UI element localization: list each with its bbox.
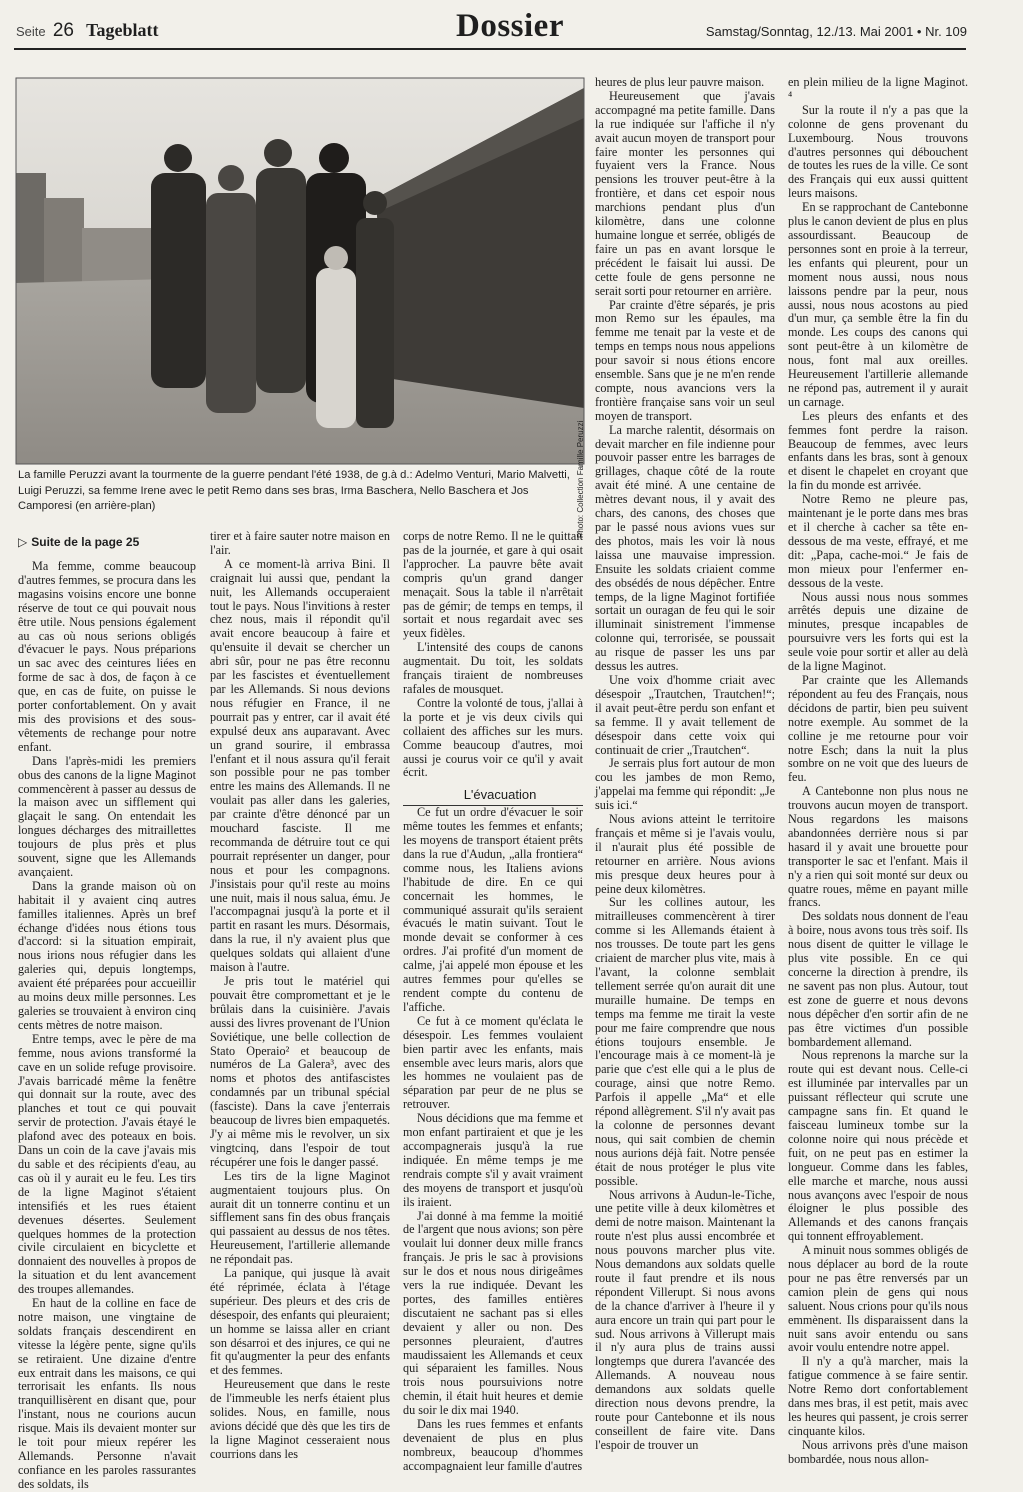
continued-text: Suite de la page 25 <box>31 535 140 549</box>
paragraph: Entre temps, avec le père de ma femme, nous avions transformé la cave en un solide refuge provisoire. J'avais barricadé même la fenêtre qui donnait sur la route, avec des planches et tout ce qui pouvait servir de protection. J'avais étayé le plafond avec des poteaux en bois. Dans un coin de la cave j'avais mis du sable et des récipients d'eau, au cas où il y aurait eu le feu. Les tirs de la ligne Maginot s'étaient intensifiés et les rues étaient devenues désertes. Seulement quelques hommes de la protection civile circulaient en bicyclette et donnaient des nouvelles à propos de la situation et du lent avancement des troupes allemandes. <box>18 1031 196 1297</box>
paragraph: A Cantebonne non plus nous ne trouvons aucun moyen de transport. Nous regardons les maisons abandonnées derrière nous si par hasard il y avait une brouette pour transporter le sac et l'enfant. Mais il n'y a rien qui soit monté sur deux ou quatre roues, même en payant mille francs. <box>788 784 968 910</box>
continued-from-label <box>18 535 139 549</box>
family-photo-image <box>16 78 584 464</box>
paragraph: Je pris tout le matériel qui pouvait être compromettant et je le brûlais dans la cuisinière. J'avais aussi des livres provenant de l'Union Soviétique, une belle collection de Stato Operaio² et beaucoup de numéros de La Galera³, avec des noms et photos des antifascistes condamnés par un tribunal spécial (fasciste). Dans la cave j'enterrais beaucoup de livres bien empaquetés. J'y ai même mis le revolver, un six vingtcinq, dans l'espoir de tout récupérer une fois le danger passé. <box>210 974 390 1169</box>
triangle-icon: ▷ <box>18 535 28 549</box>
article-column-2 <box>210 529 390 1461</box>
paragraph: Heureusement que dans le reste de l'immeuble les nerfs étaient plus solides. Nous, en famille, nous avions décidé que dès que les tirs de la ligne Maginot cesseraient nous courrions dans les <box>210 1377 390 1461</box>
article-column-4 <box>595 76 775 1456</box>
photo-credit: Photo: Collection Famille Peruzzi <box>576 420 585 538</box>
seite-label: Seite <box>16 24 46 39</box>
paragraph: Nous avions atteint le territoire français et même si je l'avais voulu, il n'aurait plus été possible de retourner en arrière. Nous avions mis presque deux heures pour à peine deux kilomètres. <box>595 812 775 896</box>
paragraph: Nous arrivons à Audun-le-Tiche, une petite ville à deux kilomètres et demi de notre maison. Maintenant la route n'est plus aussi encombrée et nous pouvons marcher plus vite. Nous demandons aux soldats quelle route il faut prendre et ils nous répondent Villerupt. Si nous avons de la chance d'arriver à l'heure il y aura encore un train qui part pour le sud. Nous arrivons à Villerupt mais il n'y aura plus de trains aussi longtemps que durera l'avancée des Allemands. A nouveau nous demandons aux soldats quelle direction nous devons prendre, la route pour Cantebonne et ils nous conseillent de faire vite. Dans l'espoir de trouver un <box>595 1187 775 1452</box>
paragraph: Dans la grande maison où on habitait il y avaient cinq autres familles italiennes. Après un bref échange d'idées nous étions tous d'accord: si la situation empirait, nous irions nous réfugier dans les galeries qui, depuis longtemps, avaient été préparées pour accueillir au moins deux mille personnes. Les galeries se trouvaient à environ cinq cents mètres de notre maison. <box>18 878 196 1032</box>
header-rule <box>14 48 966 50</box>
article-column-3 <box>403 529 583 1473</box>
paragraph: Heureusement que j'avais accompagné ma petite famille. Dans la rue indiquée sur l'affiche il n'y avait aucun moyen de transport pour faire monter les personnes qui fuyaient vers la France. Nous pensions les trouver peut-être à la frontière, et dans cet espoir nous marchions pendant plus d'un kilomètre, dans une colonne humaine longue et serrée, obligés de faire un pas en avant lorsque le précédent le faisait lui aussi. De cette foule de gens personne ne serait sorti pour retourner en arrière. <box>595 88 775 298</box>
section-subheading: L'évacuation <box>403 788 583 806</box>
issue-date: Samstag/Sonntag, 12./13. Mai 2001 • Nr. 109 <box>705 24 967 39</box>
paragraph: Contre la volonté de tous, j'allai à la porte et je vis deux civils qui collaient des affiches sur les murs. Comme beaucoup d'autres, moi aussi je courus voir ce qu'il y avait écrit. <box>403 695 583 780</box>
paragraph: Sur les collines autour, les mitrailleuses commencèrent à tirer comme si les Allemands étaient à nos trousses. De toute part les gens criaient de marcher plus vite, mais à l'avant, la colonne semblait tellement serrée qu'on aurait dit une muraille humaine. De temps en temps ma femme me tirait la veste pour me faire comprendre que nous étions toujours ensemble. Je l'encourage mais à ce moment-là je parie que c'est elle qui a le plus de courage, ainsi que notre Remo. Parfois il appelle „Ma“ et elle répond allègrement. S'il n'y avait pas la colonne de personnes devant nous, qui sait combien de chemin nous aurions déjà fait. Notre pensée était de nous protéger le plus vite possible. <box>595 895 775 1188</box>
paragraph: En haut de la colline en face de notre maison, une vingtaine de soldats français descendirent en vitesse la légère pente, signe qu'ils se retiraient. Une dizaine d'entre eux entrait dans les maisons, ce qui terrorisait les enfants. Ils nous tranquillisèrent en disant que, pour l'instant, nous ne courions aucun risque. Mais ils devaient monter sur le toit pour mieux repérer les Allemands. Personne n'avait confiance en les paroles rassurantes des soldats, ils <box>18 1296 196 1491</box>
paragraph: Ma femme, comme beaucoup d'autres femmes, se procura dans les magasins voisins encore une bonne réserve de tout ce qui pouvait nous être utile. Nous pensions également au cas où nous serions obligés d'évacuer le pays. Nous préparions un sac avec des ceintures liées en forme de sac à dos, de façon à ce que, en cas de fuite, on puisse le porter confortablement. On y avait mis des provisions et des sous-vêtements de rechange pour notre enfant. <box>18 559 196 754</box>
paragraph: Une voix d'homme criait avec désespoir „Trautchen, Trautchen!“; il avait peut-être perdu son enfant et sa femme. Il y avait tellement de désespoir dans cette voix qui continuait de crier „Trautchen“. <box>595 672 775 757</box>
paragraph: Nous aussi nous nous sommes arrêtés depuis une dizaine de minutes, presque incapables de poursuivre vers les forts qui est la seule voie pour sortir et aller au delà de la ligne Maginot. <box>788 589 968 674</box>
paragraph: Par crainte d'être séparés, je pris mon Remo sur les épaules, ma femme me tenait par la veste et de temps en temps nous nous appelions pour savoir si nous étions encore ensemble. Sans que je ne m'en rende compte, nous avancions vers la frontière française sans voir un seul moyen de transport. <box>595 297 775 423</box>
article-column-1 <box>18 559 196 1491</box>
paragraph: Nous décidions que ma femme et mon enfant partiraient et que je les accompagnerais jusqu'à la rue indiquée. En même temps je me rendrais compte s'il y avait vraiment des moyens de transport et jusqu'où ils iraient. <box>403 1111 583 1209</box>
paragraph: Par crainte que les Allemands répondent au feu des Français, nous décidons de partir, bien peu suivent notre exemple. Au sommet de la colline je me retourne pour voir notre Esch; dans la nuit la plus sombre on ne voit que des lueurs de feu. <box>788 672 968 785</box>
paragraph: Ce fut à ce moment qu'éclata le désespoir. Les femmes voulaient bien partir avec les enfants, mais ensemble avec leurs maris, alors que les hommes ne voulaient pas de séparation par peur de ne plus se retrouver. <box>403 1013 583 1112</box>
paragraph: A minuit nous sommes obligés de nous déplacer au bord de la route pour ne pas être renversés par un camion plein de gens qui nous saluent. Nous crions pour qu'ils nous emmènent. Ils disparaissent dans la nuit sans avoir entendu ou sans avoir voulu entendre notre appel. <box>788 1243 968 1355</box>
paragraph: J'ai donné à ma femme la moitié de l'argent que nous avions; son père voulait lui donner deux mille francs français. Je pris le sac à provisions sur le dos et nous nous dirigeâmes vers la rue indiquée. Devant les portes, des familles entières discutaient ne sachant pas si elles devaient y aller ou non. Des personnes pleuraient, d'autres maudissaient les Allemands et ceux qui séparaient les familles. Nous trois nous poursuivions notre chemin, il était huit heures et demie du soir le dix mai 1940. <box>403 1208 583 1418</box>
paragraph: En se rapprochant de Cantebonne plus le canon devient de plus en plus assourdissant. Beaucoup de personnes sont en proie à la terreur, les enfants qui pleurent, pour un moment nous aussi, nous nous laissons pendre par la peur, nous aussi, nous nous acostons au pied d'un mur, ça semble être la fin du monde. Les coups des canons qui sont peut-être à un kilomètre de nous, font mal aux oreilles. Heureusement l'artillerie allemande ne répond pas, autrement il y aurait un carnage. <box>788 200 968 409</box>
paragraph: Je serrais plus fort autour de mon cou les jambes de mon Remo, j'appelai ma femme qui répondit: „Je suis ici.“ <box>595 756 775 813</box>
paragraph: en plein milieu de la ligne Maginot. ⁴ <box>788 75 968 103</box>
paragraph: Des soldats nous donnent de l'eau à boire, nous avons tous très soif. Ils nous disent de quitter le village le plus vite possible. En ce qui concerne la direction à prendre, ils ne savent pas non plus. Autour, tout est zone de guerre et nous devons nous dépêcher d'en sortir afin de ne pas être victimes d'un possible bombardement allemand. <box>788 909 968 1049</box>
paragraph: Notre Remo ne pleure pas, maintenant je le porte dans mes bras et il cherche à cacher sa tête en-dessous de ma veste, effrayé, et me dit: „Papa, cache-moi.“ Je fais de mon mieux pour l'enfermer en-dessous de la veste. <box>788 492 968 590</box>
paragraph: Les pleurs des enfants et des femmes font perdre la raison. Beaucoup de femmes, avec leurs enfants dans les bras, sont à genoux et disent le chapelet en croyant que la fin du monde est arrivée. <box>788 408 968 493</box>
paragraph: heures de plus leur pauvre maison. <box>595 75 765 89</box>
masthead <box>0 0 1023 50</box>
paragraph: L'intensité des coups de canons augmentait. Du toit, les soldats français tiraient de nombreuses rafales de mousquet. <box>403 640 583 696</box>
paragraph: Nous arrivons près d'une maison bombardée, nous nous allon- <box>788 1437 968 1466</box>
section-title: Dossier <box>456 8 564 44</box>
paragraph: Les tirs de la ligne Maginot augmentaient toujours plus. On aurait dit un tonnerre continu et un sifflement sans fin des obus français qui passaient au dessus de nos têtes. Heureusement, l'artillerie allemande ne répondait pas. <box>210 1168 390 1267</box>
paragraph: Nous reprenons la marche sur la route qui est devant nous. Celle-ci est illuminée par intervalles par un puissant réflecteur qui scrute une campagne sans fin. Et quand le faisceau lumineux tombe sur la colonne noire qui nous précède et fuit, on ne peut pas en estimer la longueur. Comme dans les fables, elle marche et marche, nous aussi nous avançons avec l'espoir de nous éloigner le plus possible des Allemands et des canons français qui tonnent effroyablement. <box>788 1048 968 1244</box>
paragraph: Il n'y a qu'à marcher, mais la fatigue commence à se faire sentir. Notre Remo dort confortablement dans mes bras, il est petit, mais avec les heures qui passent, je crois serrer cinquante kilos. <box>788 1354 968 1438</box>
photo-caption: La famille Peruzzi avant la tourmente de la guerre pendant l'été 1938, de g.à d.: Adelmo Venturi, Mario Malvetti, Luigi Peruzzi, sa femme Irene avec le petit Remo dans ses bras, Irma Baschera, Nello Baschera et Jos Camporesi (en arrière-plan) <box>18 469 570 512</box>
paragraph: La marche ralentit, désormais on devait marcher en file indienne pour pouvoir passer entre les barrages de grillages, chaque côté de la route avait été miné. A une centaine de mètres devant nous, il y avait des chars, des canons, des choses que par le passé nous avions vues sur des photos, mais les voir là nous laissa une mauvaise impression. Ensuite les soldats criaient comme des obsédés de nous dépêcher. Entre temps, de la ligne Maginot fortifiée sortait un ouragan de feu qui le soir illuminait sinistrement l'immense colonne qui, terrorisée, se poussait au risque de passer les uns par dessus les autres. <box>595 422 775 674</box>
page-number: 26 <box>52 20 74 41</box>
paragraph: Dans l'après-midi les premiers obus des canons de la ligne Maginot commencèrent à passer au dessus de la maison avec un sifflement qui glaçait le sang. On entendait les longues décharges des mitraillettes toujours de plus près et plus souvent, signe que les Allemands avançaient. <box>18 753 196 879</box>
page-number-label <box>16 20 158 42</box>
paragraph: corps de notre Remo. Il ne le quittait pas de la journée, et gare à qui osait l'approcher. La pauvre bête avait compris qu'un grand danger menaçait. Sous la table il n'arrêtait pas de gémir; de temps en temps, il sortait et nous regardait avec ses yeux fidèles. <box>403 529 583 641</box>
newspaper-name: Tageblatt <box>86 20 159 40</box>
paragraph: A ce moment-là arriva Bini. Il craignait lui aussi que, pendant la nuit, les Allemands occuperaient tout le pays. Nous l'invitions à rester chez nous, mais il répondit qu'il avait encore beaucoup à faire et qu'ensuite il devait se chercher un abri sûr, pour ne pas être reconnu par les fascistes et éventuellement par les Allemands. Si nous devions nous réfugier en France, il ne pourrait pas y entrer, car il avait été expulsé deux ans auparavant. Avec un grand sourire, il embrassa l'enfant et il nous assura qu'il ferait son possible pour ne pas tomber entre les mains des Allemands. Il ne voulait pas aller dans les galeries, par crainte d'être dénoncé par un mouchard fasciste. Il me recommanda de détruire tout ce qui pourrait représenter un danger, pour nous et pour les compagnons. J'insistais pour qu'il reste au moins une nuit, mais il nous salua, ému. Je l'accompagnai jusqu'à la porte et il partit en rasant les murs. Désormais, dans la rue, il n'y avaient plus que quelques soldats qui allaient d'une maison à l'autre. <box>210 556 390 975</box>
paragraph: La panique, qui jusque là avait été réprimée, éclata à l'étage supérieur. Des pleurs et des cris de désespoir, des enfants qui pleuraient; un homme se laissa aller en criant son désarroi et des injures, ce qui ne fit qu'augmenter la peur des enfants et des femmes. <box>210 1266 390 1378</box>
paragraph: tirer et à faire sauter notre maison en l'air. <box>210 529 390 557</box>
paragraph: Dans les rues femmes et enfants devenaient de plus en plus nombreux, beaucoup d'hommes accompagnaient leur famille d'autres <box>403 1417 583 1473</box>
article-column-5 <box>788 75 968 1466</box>
paragraph: Ce fut un ordre d'évacuer le soir même toutes les femmes et enfants; les moyens de transport étaient prêts dans la rue d'Audun, „alla frontiera“ comme nous, les Italiens avions l'habitude de dire. En ce qui concernait les hommes, le communiqué assurait qu'ils seraient évacués le matin suivant. Tout le monde devait se conformer à ces ordres. J'ai profité d'un moment de calme, j'ai appelé mon épouse et les autres femmes pour qu'elles se rendent compte du contenu de l'affiche. <box>403 805 583 1014</box>
paragraph: Sur la route il n'y a pas que la colonne de gens provenant du Luxembourg. Nous trouvons d'autres personnes qui débouchent de toutes les rues de la ville. Ce sont des Français qui eux aussi quittent leurs maisons. <box>788 102 968 201</box>
